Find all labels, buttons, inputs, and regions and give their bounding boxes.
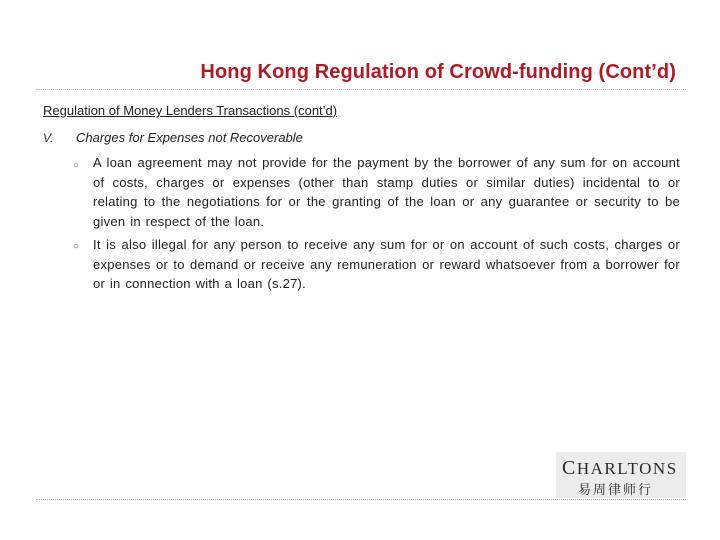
bullet-text-1: A loan agreement may not provide for the payment by the borrower of any sum for on account of costs, charges or expenses (other than stamp duties or similar duties) incidental to or relating to the negotiations for or the granting of the loan or any guarantee or security to be given in respect of the loan. (93, 155, 680, 229)
item-heading: Charges for Expenses not Recoverable (76, 130, 303, 145)
logo-chinese-name: 易周律师行 (578, 483, 654, 498)
bullet-circle-icon: ○ (73, 241, 80, 252)
logo-name-rest: HARLTONS (576, 459, 678, 478)
logo-initial: C (562, 457, 577, 479)
bullet-text-2: It is also illegal for any person to receive any sum for or on account of such costs, charges or expenses or to demand or receive any remuneration or reward whatsoever from a borrower for or in connection with a loan (s.27). (93, 237, 680, 291)
item-marker: V. (43, 131, 54, 145)
section-heading: Regulation of Money Lenders Transactions (cont’d) (43, 103, 338, 118)
bottom-divider (36, 499, 686, 500)
charltons-logo (556, 452, 686, 498)
logo-wordmark (562, 457, 678, 480)
bullet-circle-icon: ○ (73, 160, 80, 171)
top-divider (36, 89, 686, 90)
slide-title: Hong Kong Regulation of Crowd-funding (Cont’d) (200, 61, 676, 83)
